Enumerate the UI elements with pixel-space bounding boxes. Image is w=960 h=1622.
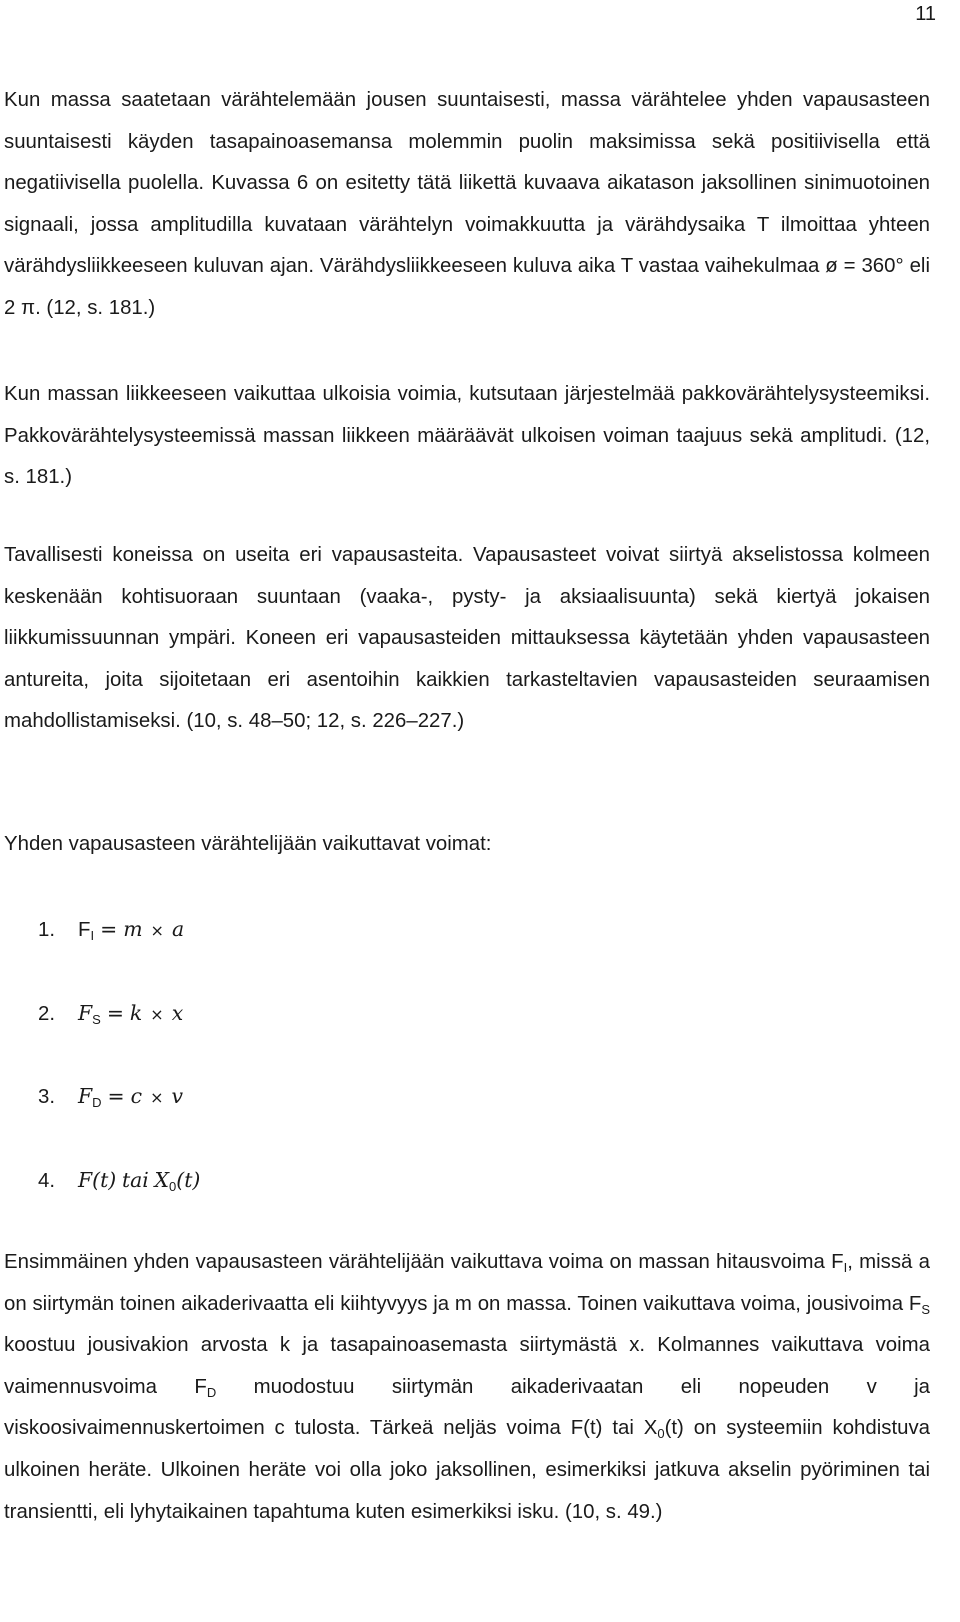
equation-inertia-force: [38, 914, 184, 946]
times-sign: ×: [150, 921, 164, 940]
equals-sign: =: [100, 917, 118, 941]
paragraph-degrees-of-freedom: Tavallisesti koneissa on useita eri vapausasteita. Vapausasteet voivat siirtyä akselistossa kolmeen keskenään kohtisuoraan suuntaan (vaaka-, pysty- ja aksiaalisuunta) sekä kiertyä jokaisen liikkumissuunnan ympäri. Koneen eri vapausasteiden mittauksessa käytetään yhden vapausasteen antureita, joita sijoitetaan eri asentoihin kaikkien tarkasteltavien vapausasteiden seuraamisen mahdollistamiseksi. (10, s. 48–50; 12, s. 226–227.): [4, 544, 930, 733]
equation-number: 1.: [38, 919, 56, 941]
subscript: I: [843, 1260, 848, 1275]
text-fragment: (t) on systeemiin kohdistuva ulkoinen heräte. Ulkoinen heräte voi olla joko jaksollinen, esimerkiksi jatkuva akselin pyöriminen tai transientti, eli lyhytaikainen tapahtuma kuten esimerkiksi isku. (10, s. 49.): [4, 1417, 931, 1523]
subscript: 0: [657, 1426, 665, 1442]
equation-lhs: F: [78, 1084, 93, 1108]
paragraph-forces-explanation: [4, 1242, 930, 1533]
paragraph-oscillation-intro: Kun massa saatetaan värähtelemään jousen suuntaisesti, massa värähtelee yhden vapausasteen suuntaisesti käyden tasapainoasemansa molemmin puolin maksimissa sekä positiivisella että negatiivisella puolella. Kuvassa 6 on esitetty tätä liikettä kuvaava aikatason jaksollinen sinimuotoinen signaali, jossa amplitudilla kuvataan värähtelyn voimakkuutta ja värähdysaika T ilmoittaa yhteen värähdysliikkeeseen kuluvan ajan. Värähdysliikkeeseen kuluva aika T vastaa vaihekulmaa ø = 360° eli 2 π. (12, s. 181.): [4, 89, 930, 319]
equation-external-excitation: [38, 1165, 200, 1196]
equation-factor-a: m: [123, 917, 143, 941]
paragraph-forces-heading: Yhden vapausasteen värähtelijään vaikuttavat voimat:: [4, 833, 492, 855]
times-sign: ×: [150, 1005, 164, 1024]
equation-expr-b-subscript: 0: [169, 1179, 177, 1194]
times-sign: ×: [150, 1088, 164, 1107]
equation-number: 2.: [38, 1003, 56, 1025]
equation-factor-a: c: [130, 1084, 143, 1108]
text-fragment: , missä a on siirtymän toinen aikaderivaatta eli kiihtyvyys ja m on massa. Toinen vaikuttava voima, jousivoima F: [4, 1251, 930, 1315]
paragraph-forced-vibration: Kun massan liikkeeseen vaikuttaa ulkoisia voimia, kutsutaan järjestelmää pakkovärähtelysysteemiksi. Pakkovärähtelysysteemissä massan liikkeen määräävät ulkoisen voiman taajuus sekä amplitudi. (12, s. 181.): [4, 383, 930, 489]
equation-factor-b: x: [171, 1001, 184, 1025]
text-fragment: Ensimmäinen yhden vapausasteen värähtelijään vaikuttava voima on massan hitausvoima F: [4, 1251, 844, 1273]
subscript: D: [206, 1384, 217, 1400]
text-fragment: koostuu jousivakion arvosta k ja tasapainoasemasta siirtymästä x. Kolmannes vaikuttava voima vaimennusvoima F: [4, 1334, 930, 1398]
equation-number: 3.: [38, 1086, 56, 1108]
equation-lhs-subscript: S: [92, 1012, 101, 1027]
equation-factor-b: v: [171, 1084, 183, 1108]
page-number: 11: [915, 3, 936, 25]
equation-expr-mid: tai: [121, 1168, 149, 1192]
equation-lhs: F: [78, 919, 91, 941]
equals-sign: =: [107, 1084, 125, 1108]
text-fragment: muodostuu siirtymän aikaderivaatan eli nopeuden v ja viskoosivaimennuskertoimen c tulosta. Tärkeä neljäs voima F(t) tai X: [4, 1375, 931, 1440]
equation-lhs-subscript: I: [90, 928, 95, 943]
equation-number: 4.: [38, 1170, 56, 1192]
equals-sign: =: [106, 1001, 124, 1025]
equation-lhs: F: [78, 1001, 93, 1025]
equation-expr-a: F(t): [78, 1168, 117, 1192]
equation-spring-force: [38, 998, 183, 1030]
equation-expr-b-tail: (t): [176, 1168, 201, 1192]
subscript: S: [921, 1301, 930, 1317]
equation-expr-b: X: [154, 1168, 170, 1192]
equation-factor-a: k: [129, 1001, 143, 1025]
equation-damping-force: [38, 1081, 183, 1113]
equation-lhs-subscript: D: [92, 1095, 102, 1110]
equation-factor-b: a: [171, 917, 185, 941]
